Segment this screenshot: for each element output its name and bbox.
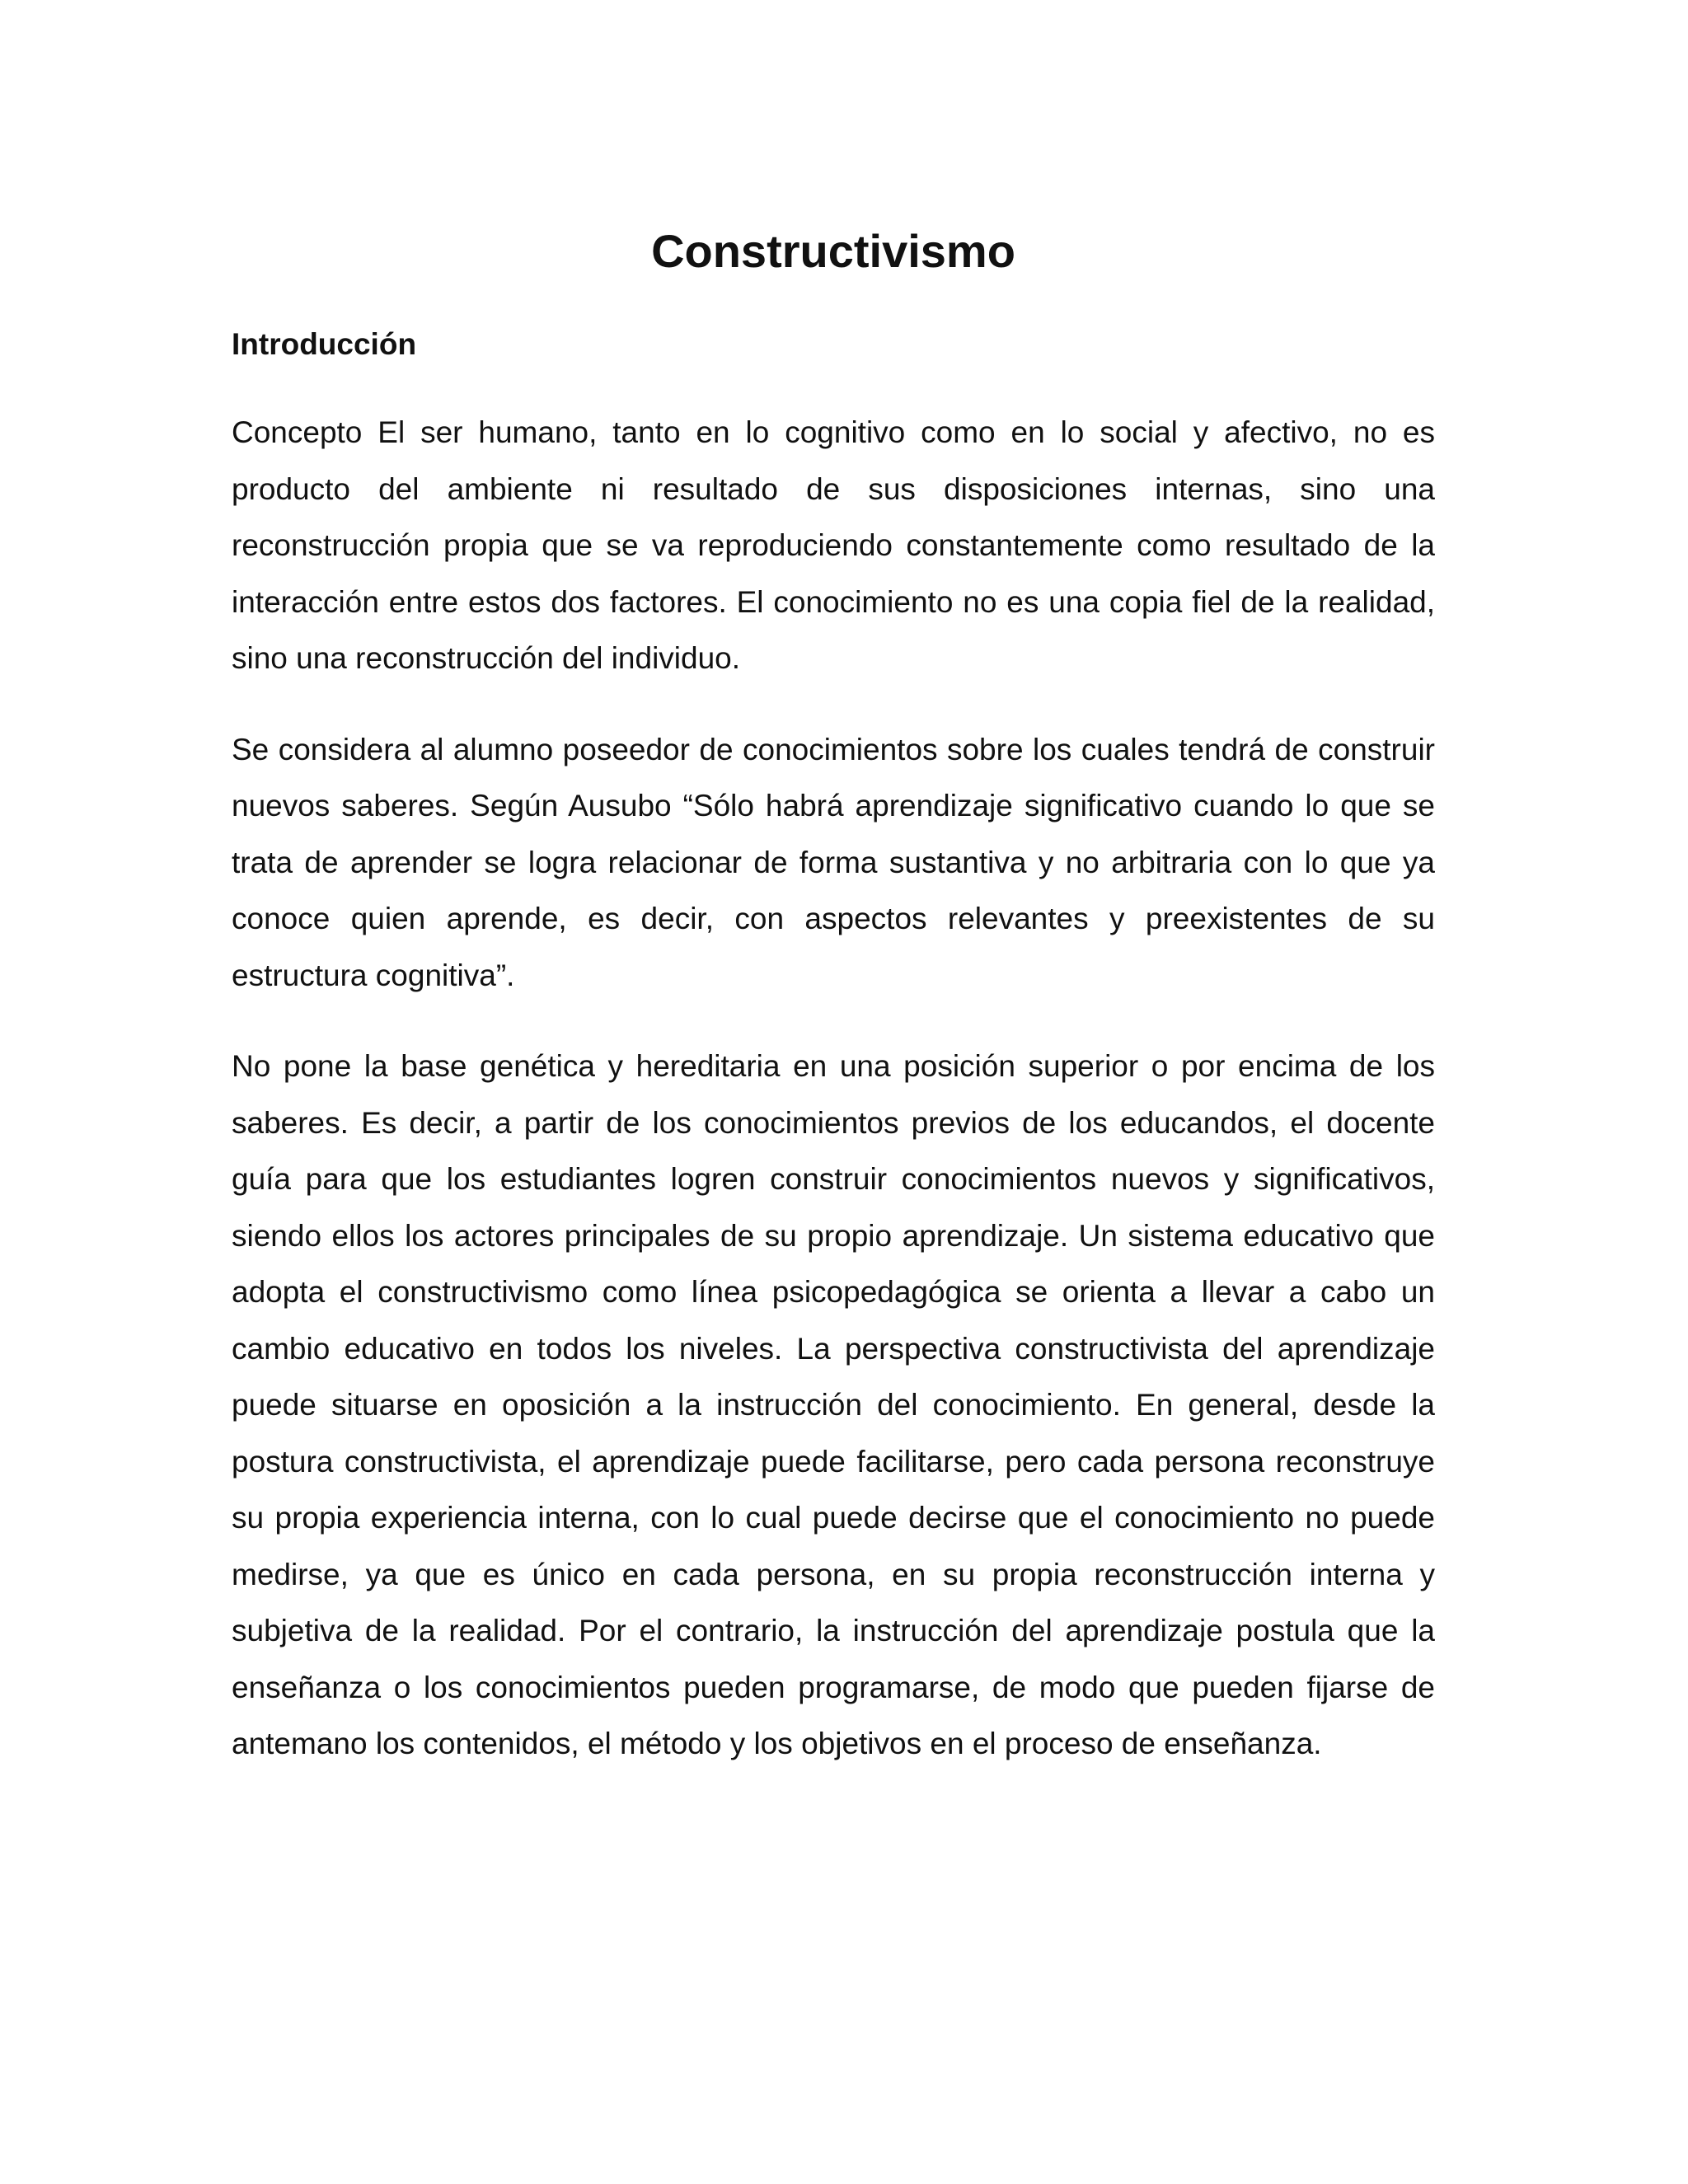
paragraph-concepto: Concepto El ser humano, tanto en lo cognitivo como en lo social y afectivo, no es producto del ambiente ni resultado de sus disposiciones internas, sino una reconstrucción propia que se va reproduciendo constantemente como resultado de la interacción entre estos dos factores. El conocimiento no es una copia fiel de la realidad, sino una reconstrucción del individuo. [232, 415, 1435, 675]
document-body [232, 218, 1435, 1807]
section-heading: Introducción [232, 327, 417, 361]
paragraph-base-genetica: No pone la base genética y hereditaria en una posición superior o por encima de los saberes. Es decir, a partir de los conocimientos previos de los educandos, el docente guía para que los estudiantes logren construir conocimientos nuevos y significativos, siendo ellos los actores principales de su propio aprendizaje. Un sistema educativo que adopta el constructivismo como línea psicopedagógica se orienta a llevar a cabo un cambio educativo en todos los niveles. La perspectiva constructivista del aprendizaje puede situarse en oposición a la instrucción del conocimiento. En general, desde la postura constructivista, el aprendizaje puede facilitarse, pero cada persona reconstruye su propia experiencia interna, con lo cual puede decirse que el conocimiento no puede medirse, ya que es único en cada persona, en su propia reconstrucción interna y subjetiva de la realidad. Por el contrario, la instrucción del aprendizaje postula que la enseñanza o los conocimientos pueden programarse, de modo que pueden fijarse de antemano los contenidos, el método y los objetivos en el proceso de enseñanza. [232, 1049, 1435, 1760]
paragraph-alumno: Se considera al alumno poseedor de conocimientos sobre los cuales tendrá de construir nuevos saberes. Según Ausubo “Sólo habrá aprendizaje significativo cuando lo que se trata de aprender se logra relacionar de forma sustantiva y no arbitraria con lo que ya conoce quien aprende, es decir, con aspectos relevantes y preexistentes de su estructura cognitiva”. [232, 732, 1435, 992]
document-title: Constructivismo [651, 225, 1015, 277]
